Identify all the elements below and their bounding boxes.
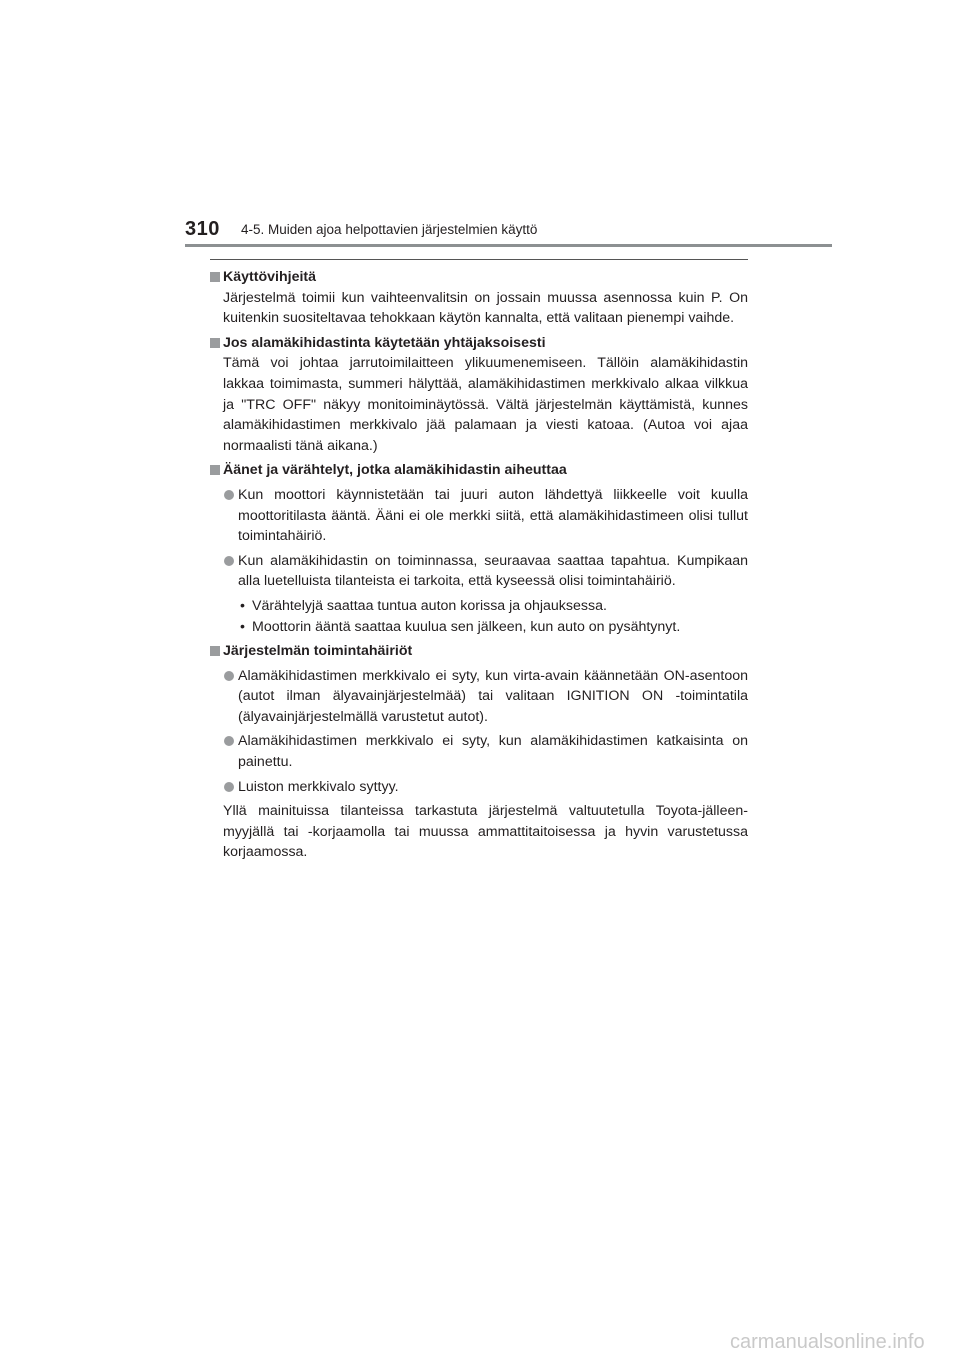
list-item: Luiston merkkivalo syttyy. — [210, 777, 748, 798]
dot-bullet-icon: • — [240, 618, 245, 635]
section-text: Yllä mainituissa tilanteissa tarkastuta järjestelmä valtuutetulla Toyota-jälleenmyyjällä tai -korjaamolla tai muussa ammattitaitoisessa ja hyvin varustetussa korjaamossa. — [223, 803, 748, 861]
section-continuous-use — [210, 333, 748, 457]
section-text: Järjestelmä toimii kun vaihteenvalitsin on jossain muussa asennossa kuin P. On kuitenkin suositeltavaa tehokkaan käytön kannalta, että valitaan pienempi vaihde. — [223, 289, 748, 327]
square-bullet-icon — [210, 465, 220, 475]
list-item: Kun alamäkihidastin on toiminnassa, seuraavaa saattaa tapahtua. Kumpikaan alla luetelluista tilanteista ei tarkoita, että kyseessä olisi toimintahäiriö. — [210, 551, 748, 592]
circle-bullet-icon — [224, 556, 234, 566]
circle-bullet-icon — [224, 782, 234, 792]
circle-bullet-icon — [224, 671, 234, 681]
dot-bullet-icon: • — [240, 597, 245, 614]
section-title: Jos alamäkihidastinta käytetään yhtäjaksoisesti — [210, 333, 748, 354]
section-usage-tips — [210, 267, 748, 329]
section-title: Käyttövihjeitä — [210, 267, 748, 288]
list-item: Alamäkihidastimen merkkivalo ei syty, kun virta-avain käännetään ON-asentoon (autot ilman älyavainjärjestelmää) tai valitaan IGNITION ON -toimintatila (älyavainjärjestelmällä varustetut autot). — [210, 666, 748, 728]
list-item: Alamäkihidastimen merkkivalo ei syty, kun alamäkihidastimen katkaisinta on painettu. — [210, 731, 748, 772]
sub-list — [210, 596, 748, 637]
circle-bullet-icon — [224, 490, 234, 500]
sub-list-item: • Värähtelyjä saattaa tuntua auton korissa ja ohjauksessa. — [210, 596, 748, 617]
section-sounds-vibrations — [210, 460, 748, 637]
page-number: 310 — [185, 218, 220, 240]
square-bullet-icon — [210, 646, 220, 656]
section-title: Äänet ja värähtelyt, jotka alamäkihidastin aiheuttaa — [210, 460, 748, 481]
square-bullet-icon — [210, 272, 220, 282]
sub-list-item: • Moottorin ääntä saattaa kuulua sen jälkeen, kun auto on pysähtynyt. — [210, 617, 748, 638]
section-text: Tämä voi johtaa jarrutoimilaitteen ylikuumenemiseen. Tällöin alamäkihidastin lakkaa toimimasta, summeri hälyttää, alamäkihidastimen merkkivalo alkaa vilkkua ja "TRC OFF" näkyy monitoiminäytössä. Vältä järjestelmän käyttämistä, kunnes alamäkihidastimen merkkivalo jää palamaan ja viesti katoaa. (Autoa voi ajaa normaalisti tänä aikana.) — [223, 355, 748, 454]
list-item: Kun moottori käynnistetään tai juuri auton lähdettyä liikkeelle voit kuulla moottoritilasta ääntä. Ääni ei ole merkki siitä, että alamäkihidastimeen olisi tullut toimintahäiriö. — [210, 485, 748, 547]
content — [210, 267, 748, 867]
section-malfunctions — [210, 641, 748, 863]
header-rule — [185, 244, 832, 247]
chapter-title: 4-5. Muiden ajoa helpottavien järjestelmien käyttö — [241, 222, 538, 237]
section-title: Järjestelmän toimintahäiriöt — [210, 641, 748, 662]
square-bullet-icon — [210, 338, 220, 348]
content-rule — [210, 259, 748, 260]
circle-bullet-icon — [224, 736, 234, 746]
watermark: carmanualsonline.info — [730, 1331, 925, 1353]
